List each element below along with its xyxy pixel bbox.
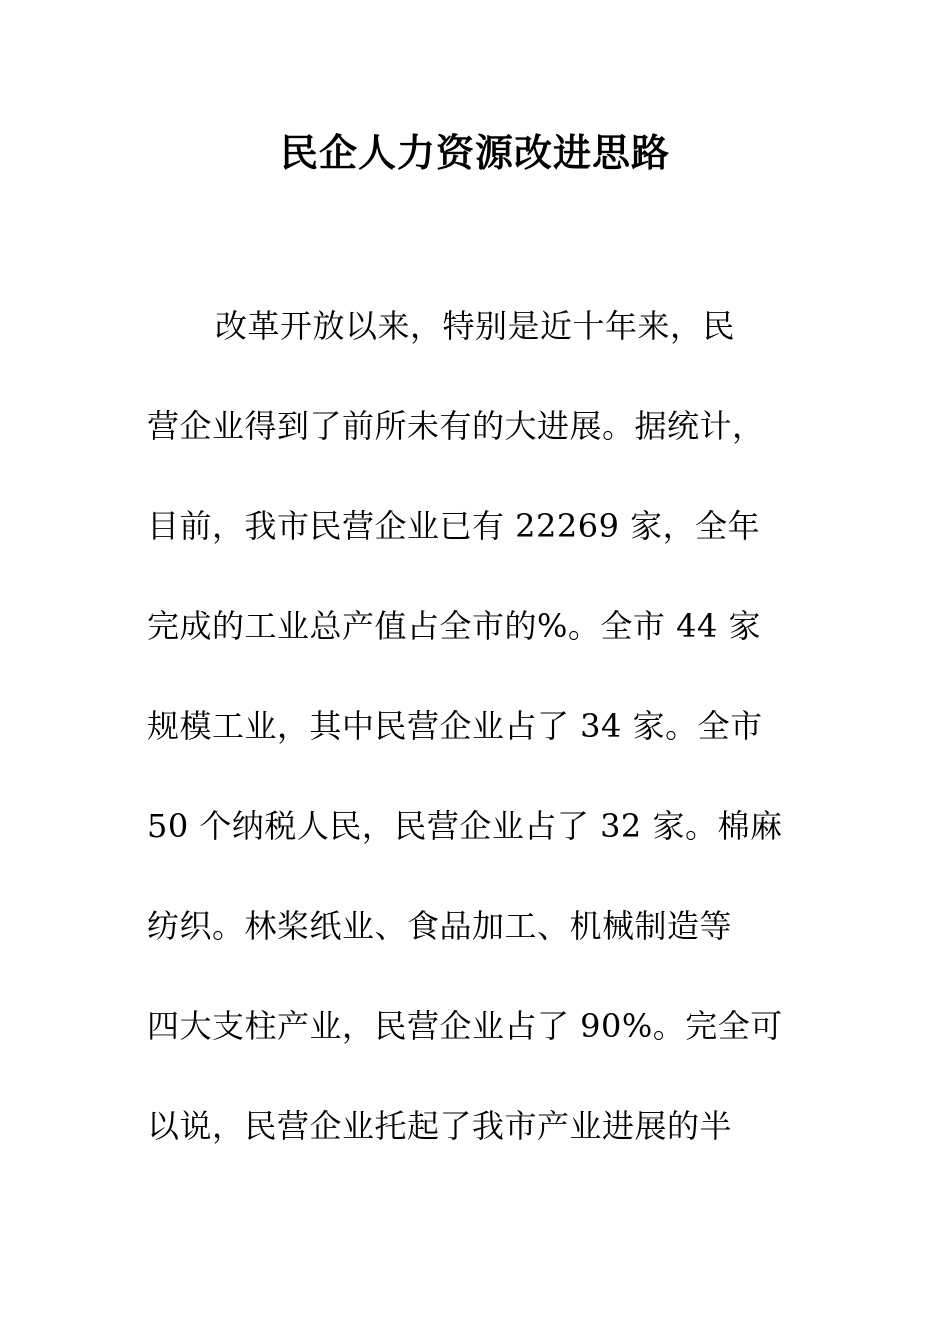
document-title: 民企人力资源改进思路 bbox=[279, 130, 670, 175]
body-line: 规模工业，其中民营企业占了 34 家。全市 bbox=[147, 707, 763, 745]
body-line: 以说，民营企业托起了我市产业进展的半 bbox=[147, 1107, 733, 1145]
body-line: 营企业得到了前所未有的大进展。据统计， bbox=[147, 407, 765, 445]
body-line: 纺织。林桨纸业、食品加工、机械制造等 bbox=[147, 907, 733, 945]
body-line: 改革开放以来，特别是近十年来，民 bbox=[215, 307, 736, 345]
body-line: 四大支柱产业，民营企业占了 90%。完全可 bbox=[147, 1007, 783, 1045]
body-line: 目前，我市民营企业已有 22269 家，全年 bbox=[147, 507, 761, 545]
body-line: 50 个纳税人民，民营企业占了 32 家。棉麻 bbox=[147, 807, 783, 845]
body-line: 完成的工业总产值占全市的%。全市 44 家 bbox=[147, 607, 761, 645]
